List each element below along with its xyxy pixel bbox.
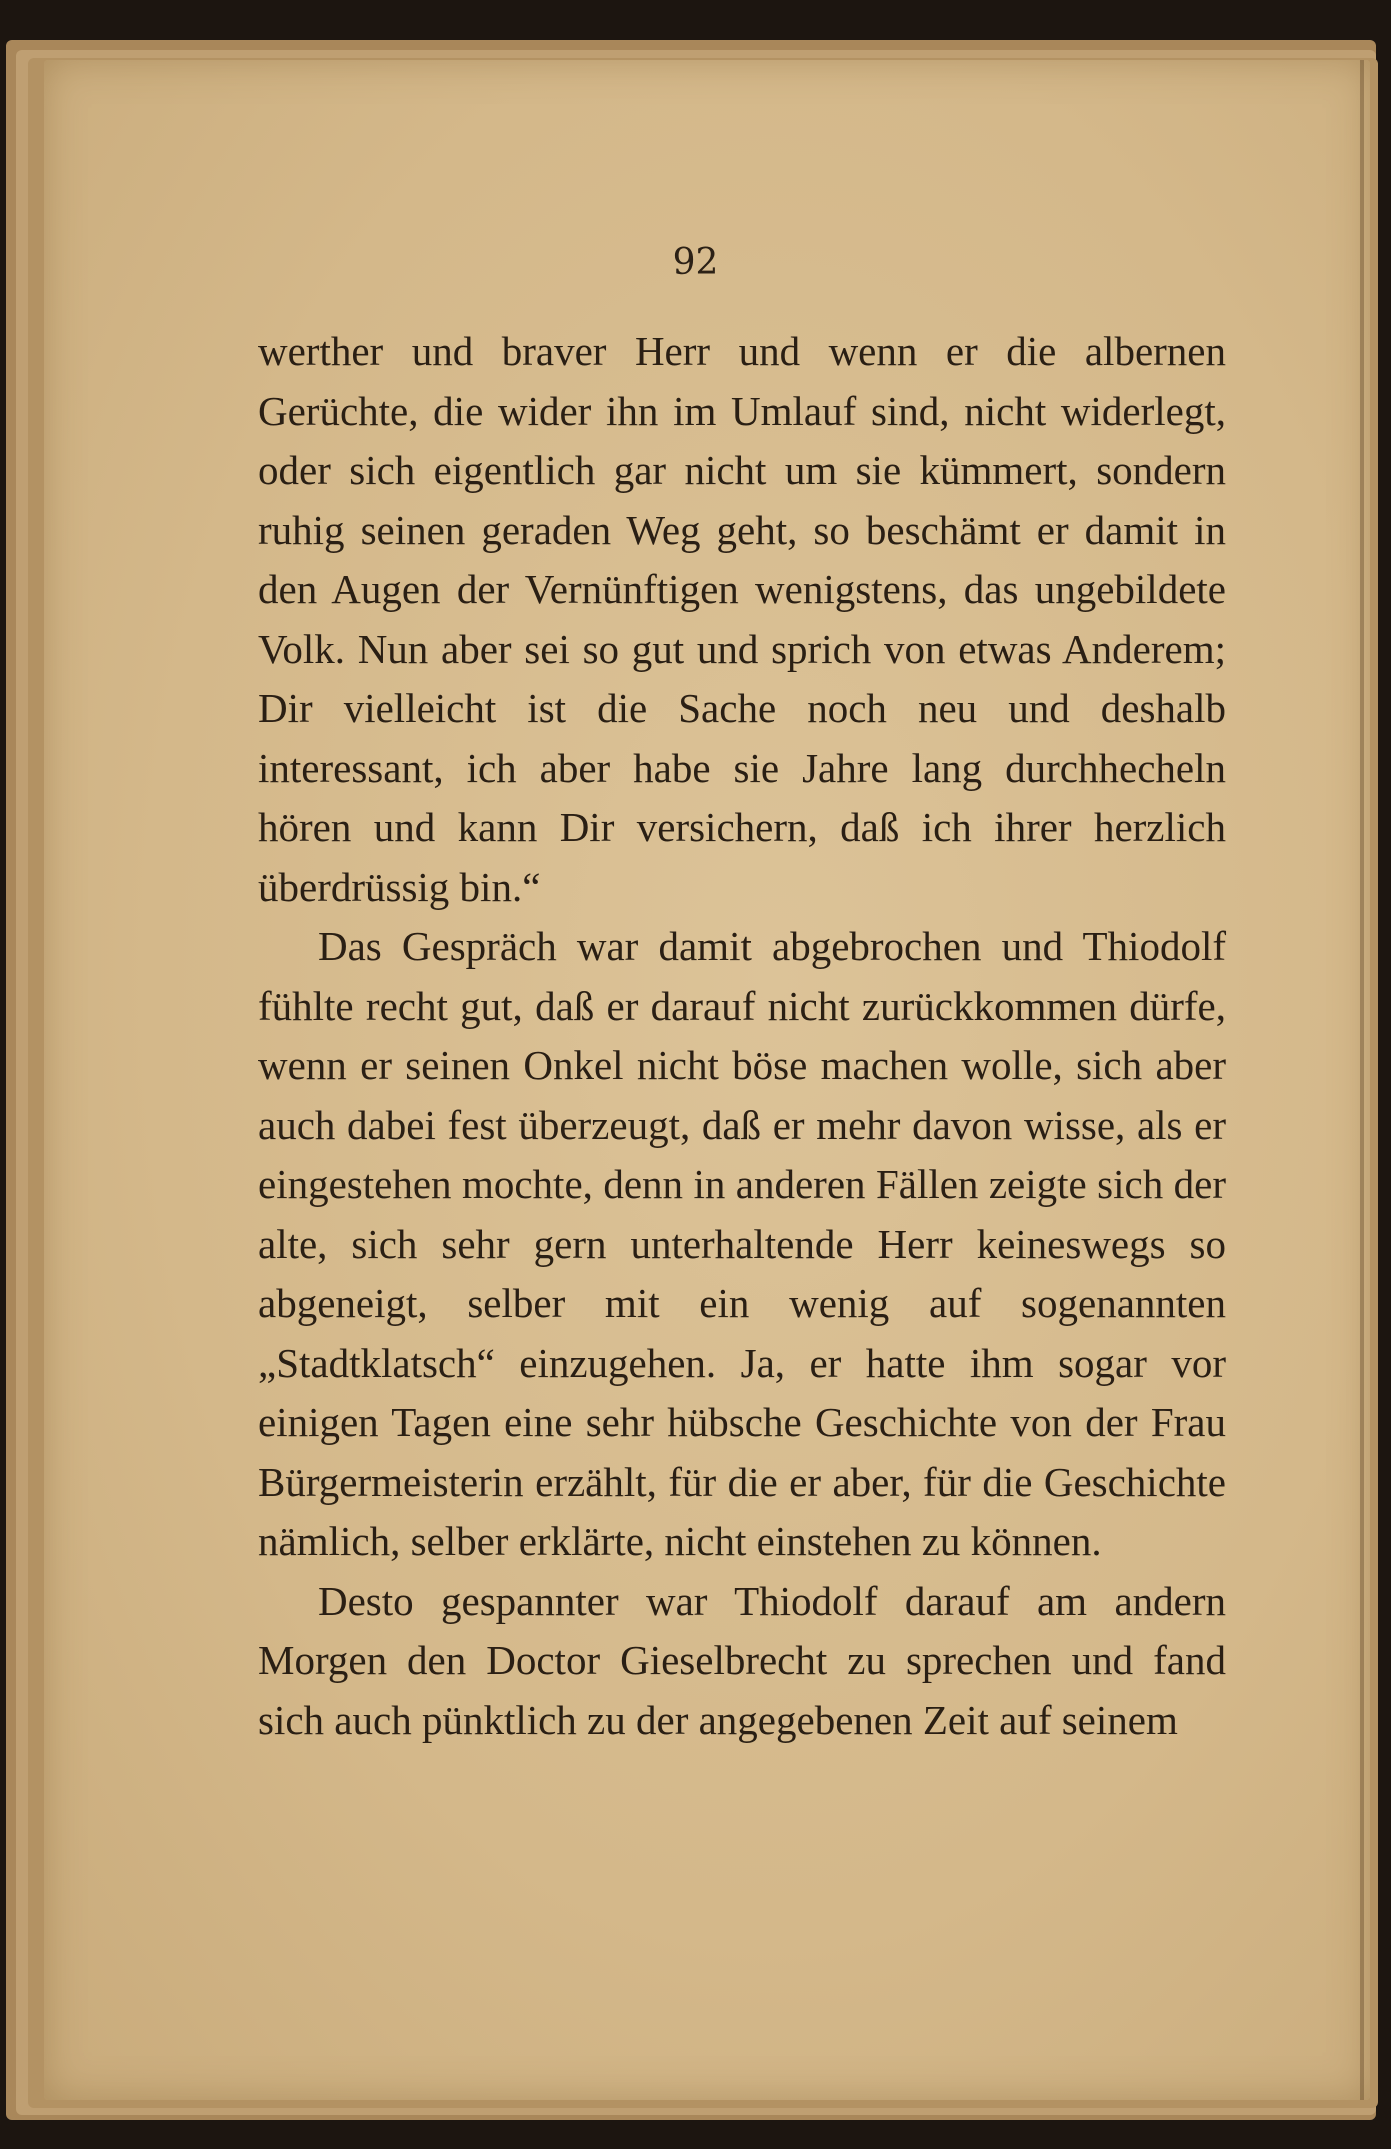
paragraph: Desto gespannter war Thiodolf darauf am andern Morgen den Doctor Gieselbrecht zu sprechen und fand sich auch pünktlich zu der angegebenen Zeit auf seinem (258, 1577, 1226, 1743)
page-number: 92 (672, 242, 719, 283)
paragraph: Das Gespräch war damit abgebrochen und Thiodolf fühlte recht gut, daß er darauf nicht zurückkommen dürfe, wenn er seinen Onkel nicht böse machen wolle, sich aber auch dabei fest überzeugt, daß er mehr davon wisse, als er eingestehen mochte, denn in anderen Fällen zeigte sich der alte, sich sehr gern unterhaltende Herr keineswegs so abgeneigt, selber mit ein wenig auf sogenannten „Stadtklatsch“ einzugehen. Ja, er hatte ihm sogar vor einigen Tagen eine sehr hübsche Geschichte von der Frau Bürgermeisterin erzählt, für die er aber, für die Geschichte nämlich, selber erklärte, nicht einstehen zu können. (258, 923, 1226, 1564)
body-text (258, 322, 1226, 1750)
gutter-fold (1360, 60, 1364, 2100)
paragraph-continuation: werther und braver Herr und wenn er die albernen Gerüchte, die wider ihn im Umlauf sind, nicht widerlegt, oder sich eigentlich gar nicht um sie kümmert, sondern ruhig seinen geraden Weg geht, so beschämt er damit in den Augen der Vernünftigen wenigstens, das ungebildete Volk. Nun aber sei so gut und sprich von etwas Anderem; Dir vielleicht ist die Sache noch neu und deshalb interessant, ich aber habe sie Jahre lang durchhecheln hören und kann Dir versichern, daß ich ihrer herzlich überdrüssig bin.“ (258, 328, 1226, 910)
